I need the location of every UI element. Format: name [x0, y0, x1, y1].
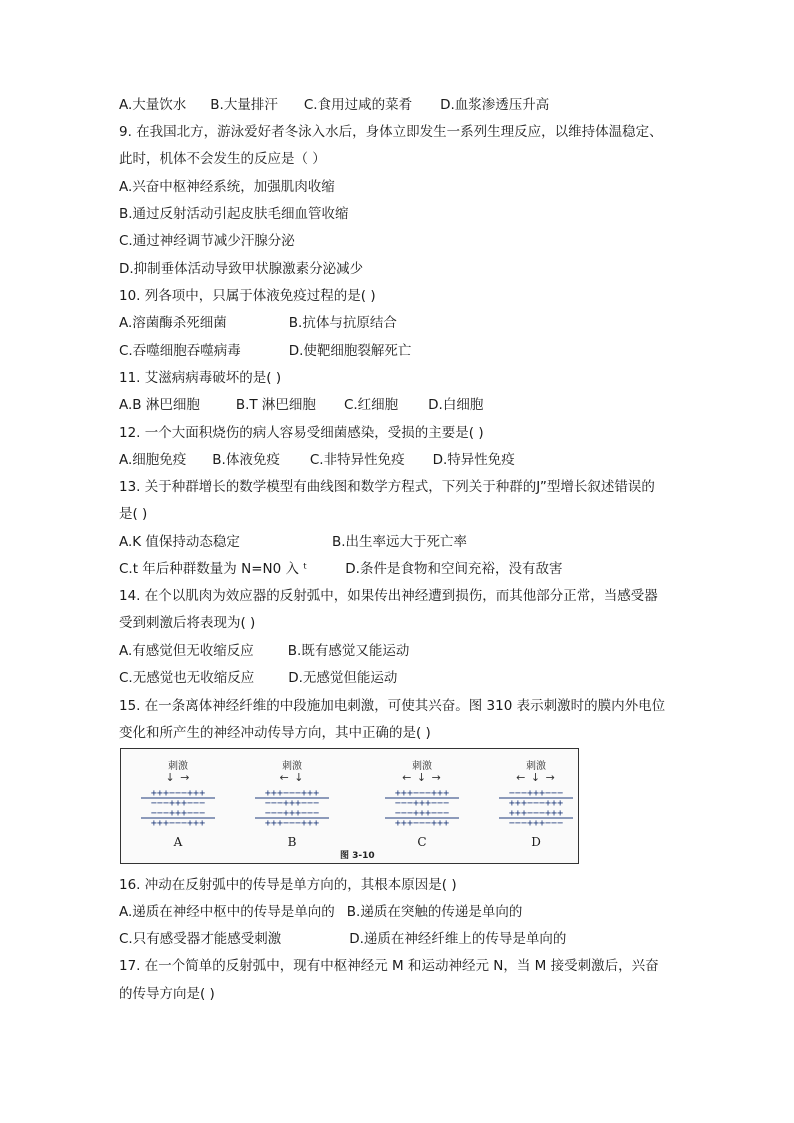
- text-line: [119, 930, 566, 948]
- text-line: [119, 342, 411, 360]
- text-line: [119, 560, 562, 578]
- panel-label: D: [531, 835, 541, 849]
- option-text: B.递质在突触的传递是单向的: [346, 904, 523, 920]
- charge-row: −−−+++−−−: [150, 798, 206, 809]
- text-line: [119, 314, 397, 332]
- option-text: C.t 年后种群数量为 N=N0 入 ᵗ: [119, 561, 308, 577]
- charge-row: −−−+++−−−: [264, 798, 320, 809]
- stimulus-label: 刺激: [168, 761, 188, 772]
- direction-arrows: ← ↓ →: [402, 771, 442, 784]
- text-line: 9. 在我国北方，游泳爱好者冬泳入水后，身体立即发生一系列生理反应，以维持体温稳定、: [119, 124, 663, 140]
- panel-label: B: [287, 835, 297, 849]
- figure-panel-c: [379, 755, 465, 847]
- charge-row: +++−−−+++: [508, 798, 564, 809]
- text-line: 13. 关于种群增长的数学模型有曲线图和数学方程式，下列关于种群的J”型增长叙述错误的: [119, 479, 655, 495]
- text-line: 15. 在一条离体神经纤维的中段施加电刺激，可使其兴奋。图 310 表示刺激时的膜内外电位: [119, 698, 666, 714]
- text-line: D.抑制垂体活动导致甲状腺激素分泌减少: [119, 261, 364, 277]
- text-line: [119, 903, 522, 921]
- option-text: C.非特异性免疫: [309, 452, 405, 468]
- option-text: C.无感觉也无收缩反应: [119, 670, 255, 686]
- stimulus-label: 刺激: [282, 761, 302, 772]
- option-text: D.使靶细胞裂解死亡: [288, 343, 412, 359]
- option-text: B.抗体与抗原结合: [288, 315, 397, 331]
- figure-caption: 图 3-10: [340, 851, 375, 861]
- text-line: C.通过神经调节减少汗腺分泌: [119, 233, 295, 249]
- charge-row: −−−+++−−−: [394, 808, 450, 819]
- option-text: D.递质在神经纤维上的传导是单向的: [349, 931, 567, 947]
- text-line: 17. 在一个简单的反射弧中，现有中枢神经元 M 和运动神经元 N，当 M 接受刺激后，兴奋: [119, 958, 659, 974]
- figure-panel-d: [493, 755, 579, 847]
- nerve-fiber-figure: [120, 748, 579, 864]
- option-text: A.细胞免疫: [119, 452, 187, 468]
- charge-row: +++−−−+++: [150, 818, 206, 829]
- text-line: 是( ): [119, 506, 148, 522]
- option-text: C.只有感受器才能感受刺激: [119, 931, 282, 947]
- option-text: D.血浆渗透压升高: [440, 97, 550, 113]
- charge-row: +++−−−+++: [264, 788, 320, 799]
- text-line: [119, 642, 409, 660]
- option-text: A.大量饮水: [119, 97, 187, 113]
- nerve-fiber-diagram: [135, 787, 221, 831]
- figure-panel-b: [249, 755, 335, 847]
- panel-label: C: [417, 835, 427, 849]
- option-text: D.无感觉但能运动: [288, 670, 398, 686]
- option-text: A.B 淋巴细胞: [119, 397, 200, 413]
- option-text: A.溶菌酶杀死细菌: [119, 315, 227, 331]
- charge-row: +++−−−+++: [394, 788, 450, 799]
- text-line: [119, 451, 515, 469]
- direction-arrows: ← ↓: [279, 771, 305, 784]
- stimulus-label: 刺激: [526, 761, 546, 772]
- text-line: [119, 396, 483, 414]
- option-text: C.食用过咸的菜肴: [303, 97, 413, 113]
- figure-panel-a: [135, 755, 221, 847]
- text-line: A.兴奋中枢神经系统，加强肌肉收缩: [119, 179, 335, 195]
- text-line: 11. 艾滋病病毒破坏的是( ): [119, 370, 282, 386]
- option-text: C.吞噬细胞吞噬病毒: [119, 343, 241, 359]
- text-line: [119, 533, 467, 551]
- charge-row: +++−−−+++: [150, 788, 206, 799]
- charge-row: +++−−−+++: [394, 818, 450, 829]
- direction-arrows: ↓ →: [165, 771, 191, 784]
- option-text: D.条件是食物和空间充裕，没有敌害: [345, 561, 563, 577]
- text-line: [119, 96, 549, 114]
- option-text: B.体液免疫: [212, 452, 280, 468]
- option-text: D.白细胞: [428, 397, 484, 413]
- charge-row: −−−+++−−−: [150, 808, 206, 819]
- text-line: [119, 669, 397, 687]
- option-text: B.既有感觉又能运动: [287, 643, 410, 659]
- charge-row: +++−−−+++: [264, 818, 320, 829]
- charge-row: −−−+++−−−: [264, 808, 320, 819]
- option-text: A.递质在神经中枢中的传导是单向的: [119, 904, 335, 920]
- text-line: 14. 在个以肌肉为效应器的反射弧中，如果传出神经遭到损伤，而其他部分正常，当感受器: [119, 588, 658, 604]
- text-line: 10. 列各项中，只属于体液免疫过程的是( ): [119, 288, 376, 304]
- text-line: 受到刺激后将表现为( ): [119, 615, 256, 631]
- nerve-fiber-diagram: [379, 787, 465, 831]
- nerve-fiber-diagram: [493, 787, 579, 831]
- text-line: 16. 冲动在反射弧中的传导是单方向的，其根本原因是( ): [119, 877, 457, 893]
- charge-row: −−−+++−−−: [508, 788, 564, 799]
- option-text: B.大量排汗: [210, 97, 278, 113]
- stimulus-label: 刺激: [412, 761, 432, 772]
- nerve-fiber-diagram: [249, 787, 335, 831]
- option-text: B.T 淋巴细胞: [235, 397, 316, 413]
- panel-label: A: [173, 835, 183, 849]
- charge-row: −−−+++−−−: [508, 818, 564, 829]
- option-text: B.出生率远大于死亡率: [331, 534, 467, 550]
- charge-row: +++−−−+++: [508, 808, 564, 819]
- text-line: 变化和所产生的神经冲动传导方向，其中正确的是( ): [119, 725, 431, 741]
- charge-row: −−−+++−−−: [394, 798, 450, 809]
- option-text: A.K 值保持动态稳定: [119, 534, 240, 550]
- option-text: A.有感觉但无收缩反应: [119, 643, 254, 659]
- text-line: 12. 一个大面积烧伤的病人容易受细菌感染，受损的主要是( ): [119, 425, 484, 441]
- direction-arrows: ← ↓ →: [516, 771, 556, 784]
- option-text: C.红细胞: [343, 397, 399, 413]
- text-line: 此时，机体不会发生的反应是（ ）: [119, 151, 326, 167]
- text-line: B.通过反射活动引起皮肤毛细血管收缩: [119, 206, 349, 222]
- text-line: 的传导方向是( ): [119, 986, 215, 1002]
- option-text: D.特异性免疫: [432, 452, 515, 468]
